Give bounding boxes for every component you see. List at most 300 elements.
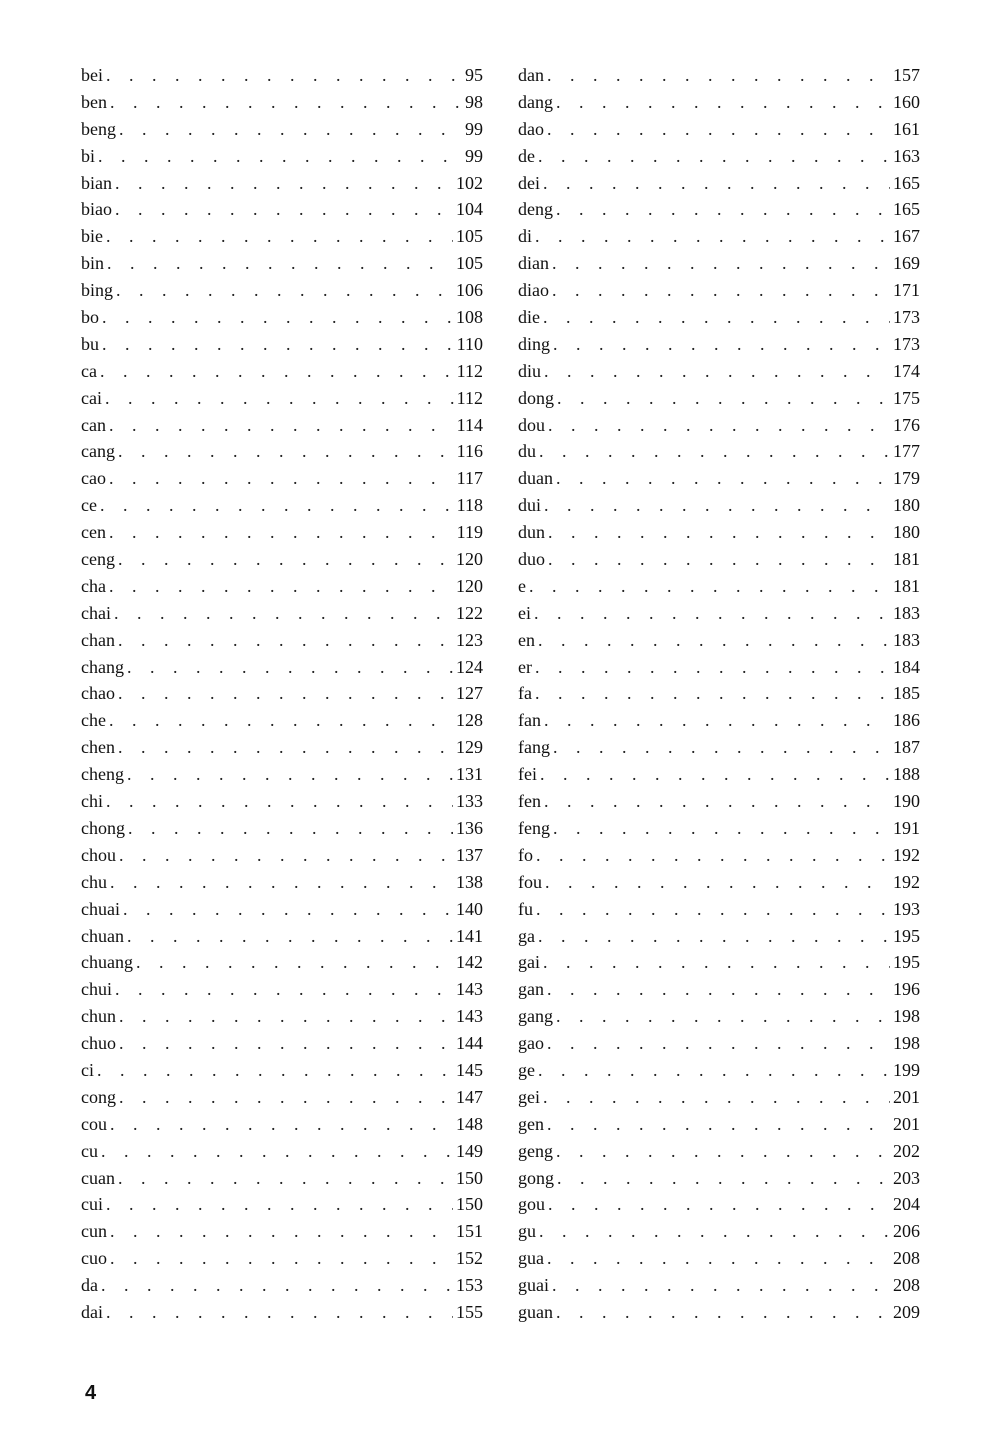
entry-page-number: 116 <box>456 441 483 462</box>
entry-syllable: dei <box>518 172 540 193</box>
entry-syllable: cha <box>81 575 106 596</box>
index-entry <box>518 116 920 143</box>
dot-leader <box>127 654 453 681</box>
entry-page-number: 98 <box>465 91 483 112</box>
index-entry <box>81 143 483 170</box>
index-entry <box>81 976 483 1003</box>
entry-syllable: ca <box>81 360 97 381</box>
dot-leader <box>118 627 453 654</box>
index-entry <box>81 1030 483 1057</box>
index-entry <box>518 573 920 600</box>
entry-page-number: 153 <box>456 1275 483 1296</box>
entry-syllable: diao <box>518 280 549 301</box>
index-entry <box>518 492 920 519</box>
dot-leader <box>556 465 890 492</box>
entry-page-number: 204 <box>893 1194 920 1215</box>
entry-syllable: che <box>81 710 106 731</box>
entry-page-number: 160 <box>893 91 920 112</box>
entry-syllable: cheng <box>81 764 124 785</box>
entry-page-number: 136 <box>456 817 483 838</box>
index-entry <box>81 170 483 197</box>
entry-syllable: cang <box>81 441 115 462</box>
dot-leader <box>109 707 453 734</box>
entry-syllable: die <box>518 307 540 328</box>
index-entry <box>518 1030 920 1057</box>
dot-leader <box>102 331 454 358</box>
entry-syllable: fo <box>518 844 533 865</box>
index-entry <box>518 170 920 197</box>
entry-page-number: 137 <box>456 844 483 865</box>
entry-syllable: chuai <box>81 898 120 919</box>
entry-page-number: 208 <box>893 1248 920 1269</box>
dot-leader <box>548 1191 890 1218</box>
entry-syllable: chuan <box>81 925 124 946</box>
index-entry <box>81 707 483 734</box>
entry-syllable: cao <box>81 468 106 489</box>
index-entry <box>81 223 483 250</box>
entry-syllable: deng <box>518 199 553 220</box>
index-entry <box>81 546 483 573</box>
dot-leader <box>119 1003 453 1030</box>
entry-page-number: 95 <box>465 65 483 85</box>
index-entry <box>518 654 920 681</box>
entry-syllable: dan <box>518 65 544 85</box>
dot-leader <box>552 277 890 304</box>
index-entry <box>518 788 920 815</box>
index-entry <box>81 734 483 761</box>
dot-leader <box>535 654 890 681</box>
index-entry <box>81 492 483 519</box>
dot-leader <box>110 89 462 116</box>
entry-page-number: 145 <box>456 1059 483 1080</box>
entry-page-number: 163 <box>893 145 920 166</box>
dot-leader <box>539 438 890 465</box>
dot-leader <box>547 1111 890 1138</box>
index-entry <box>518 385 920 412</box>
entry-page-number: 193 <box>893 898 920 919</box>
entry-syllable: fen <box>518 791 541 812</box>
entry-page-number: 183 <box>893 629 920 650</box>
entry-syllable: de <box>518 145 535 166</box>
dot-leader <box>553 815 890 842</box>
index-entry <box>81 412 483 439</box>
index-entry <box>81 815 483 842</box>
entry-syllable: dun <box>518 522 545 543</box>
dot-leader <box>548 412 890 439</box>
entry-page-number: 188 <box>893 764 920 785</box>
dot-leader <box>539 1218 890 1245</box>
entry-syllable: gan <box>518 979 544 1000</box>
entry-page-number: 102 <box>456 172 483 193</box>
dot-leader <box>544 358 890 385</box>
dot-leader <box>547 1030 890 1057</box>
entry-syllable: fou <box>518 871 542 892</box>
entry-syllable: du <box>518 441 536 462</box>
entry-page-number: 148 <box>456 1113 483 1134</box>
entry-syllable: chu <box>81 871 107 892</box>
entry-syllable: dao <box>518 118 544 139</box>
index-entry <box>81 519 483 546</box>
entry-page-number: 140 <box>456 898 483 919</box>
index-entry <box>81 869 483 896</box>
entry-page-number: 128 <box>456 710 483 731</box>
dot-leader <box>101 1138 453 1165</box>
index-entry <box>518 1272 920 1299</box>
index-entry <box>81 949 483 976</box>
entry-syllable: gang <box>518 1006 553 1027</box>
entry-page-number: 105 <box>456 226 483 247</box>
entry-syllable: dian <box>518 253 549 274</box>
dot-leader <box>106 1191 453 1218</box>
entry-page-number: 151 <box>456 1221 483 1242</box>
entry-page-number: 119 <box>456 522 483 543</box>
entry-syllable: gu <box>518 1221 536 1242</box>
entry-syllable: guai <box>518 1275 549 1296</box>
index-entry <box>81 1191 483 1218</box>
entry-syllable: chong <box>81 817 125 838</box>
index-entry <box>518 1299 920 1326</box>
entry-page-number: 202 <box>893 1140 920 1161</box>
entry-syllable: bei <box>81 65 103 85</box>
dot-leader <box>557 1165 890 1192</box>
dot-leader <box>118 734 453 761</box>
entry-page-number: 143 <box>456 1006 483 1027</box>
entry-syllable: bie <box>81 226 103 247</box>
dot-leader <box>544 788 890 815</box>
entry-page-number: 206 <box>893 1221 920 1242</box>
dot-leader <box>556 1138 890 1165</box>
entry-syllable: bin <box>81 253 105 274</box>
entry-page-number: 192 <box>893 844 920 865</box>
entry-page-number: 150 <box>456 1167 483 1188</box>
entry-syllable: bu <box>81 333 99 354</box>
entry-page-number: 108 <box>456 307 483 328</box>
entry-page-number: 198 <box>893 1033 920 1054</box>
index-entry <box>518 196 920 223</box>
index-entry <box>81 761 483 788</box>
index-entry <box>81 250 483 277</box>
entry-page-number: 143 <box>456 979 483 1000</box>
dot-leader <box>98 143 462 170</box>
index-entry <box>518 223 920 250</box>
dot-leader <box>114 600 453 627</box>
index-entry <box>518 89 920 116</box>
index-entry <box>81 358 483 385</box>
index-entry <box>81 89 483 116</box>
entry-page-number: 112 <box>456 387 483 408</box>
entry-page-number: 201 <box>893 1113 920 1134</box>
dot-leader <box>115 196 453 223</box>
index-entry <box>518 896 920 923</box>
dot-leader <box>110 869 453 896</box>
dot-leader <box>548 546 890 573</box>
entry-page-number: 129 <box>456 737 483 758</box>
index-entry <box>518 1138 920 1165</box>
entry-page-number: 149 <box>456 1140 483 1161</box>
index-entry <box>518 815 920 842</box>
entry-page-number: 150 <box>456 1194 483 1215</box>
dot-leader <box>547 116 890 143</box>
dot-leader <box>552 1272 890 1299</box>
entry-syllable: bo <box>81 307 99 328</box>
entry-syllable: cun <box>81 1221 107 1242</box>
index-entry <box>518 412 920 439</box>
entry-syllable: bi <box>81 145 96 166</box>
entry-syllable: chou <box>81 844 116 865</box>
index-entry <box>518 869 920 896</box>
entry-syllable: chui <box>81 979 112 1000</box>
dot-leader <box>557 385 890 412</box>
index-entry <box>81 1003 483 1030</box>
entry-page-number: 176 <box>893 414 920 435</box>
entry-syllable: dui <box>518 495 542 516</box>
index-entry <box>518 1111 920 1138</box>
entry-syllable: dai <box>81 1301 103 1322</box>
entry-page-number: 133 <box>456 791 483 812</box>
index-entry <box>81 62 483 89</box>
index-entry <box>81 1165 483 1192</box>
index-entry <box>81 1218 483 1245</box>
entry-page-number: 177 <box>893 441 920 462</box>
index-entry <box>81 1299 483 1326</box>
entry-syllable: chun <box>81 1006 116 1027</box>
index-entry <box>518 277 920 304</box>
dot-leader <box>136 949 453 976</box>
entry-syllable: bing <box>81 280 114 301</box>
entry-page-number: 147 <box>456 1086 483 1107</box>
index-entry <box>518 304 920 331</box>
dot-leader <box>106 62 462 89</box>
entry-syllable: chan <box>81 629 115 650</box>
index-entry <box>518 680 920 707</box>
page-number: 4 <box>85 1382 97 1404</box>
entry-page-number: 138 <box>456 871 483 892</box>
entry-page-number: 118 <box>456 495 483 516</box>
dot-leader <box>109 412 454 439</box>
dot-leader <box>107 250 453 277</box>
index-entry <box>518 600 920 627</box>
entry-page-number: 99 <box>465 145 483 166</box>
entry-page-number: 144 <box>456 1033 483 1054</box>
entry-syllable: gua <box>518 1248 544 1269</box>
dot-leader <box>547 1245 890 1272</box>
entry-syllable: duo <box>518 549 545 570</box>
dot-leader <box>127 761 453 788</box>
entry-syllable: fu <box>518 898 533 919</box>
dot-leader <box>535 680 890 707</box>
dot-leader <box>543 170 890 197</box>
entry-page-number: 120 <box>456 549 483 570</box>
index-entry <box>518 1245 920 1272</box>
index-entry <box>518 250 920 277</box>
dot-leader <box>109 573 453 600</box>
entry-syllable: gen <box>518 1113 544 1134</box>
dot-leader <box>545 869 890 896</box>
dot-leader <box>127 923 453 950</box>
entry-syllable: cou <box>81 1113 107 1134</box>
entry-page-number: 198 <box>893 1006 920 1027</box>
entry-syllable: gei <box>518 1086 540 1107</box>
index-entry <box>81 277 483 304</box>
dot-leader <box>538 627 890 654</box>
dot-leader <box>118 1165 453 1192</box>
entry-page-number: 181 <box>893 575 920 596</box>
dot-leader <box>110 1111 453 1138</box>
entry-syllable: fa <box>518 683 532 704</box>
entry-page-number: 171 <box>893 280 920 301</box>
dot-leader <box>556 1003 890 1030</box>
entry-syllable: ben <box>81 91 107 112</box>
dot-leader <box>106 788 453 815</box>
dot-leader <box>556 89 890 116</box>
entry-page-number: 123 <box>456 629 483 650</box>
entry-syllable: cong <box>81 1086 116 1107</box>
entry-page-number: 131 <box>456 764 483 785</box>
entry-page-number: 157 <box>893 65 920 85</box>
dot-leader <box>110 1245 453 1272</box>
entry-page-number: 195 <box>893 925 920 946</box>
entry-page-number: 167 <box>893 226 920 247</box>
entry-page-number: 165 <box>893 199 920 220</box>
dot-leader <box>543 1084 890 1111</box>
index-entry <box>518 331 920 358</box>
dot-leader <box>119 842 453 869</box>
entry-page-number: 191 <box>893 817 920 838</box>
dot-leader <box>552 250 890 277</box>
dot-leader <box>100 358 454 385</box>
entry-syllable: bian <box>81 172 112 193</box>
entry-page-number: 180 <box>893 495 920 516</box>
entry-page-number: 174 <box>893 360 920 381</box>
entry-page-number: 165 <box>893 172 920 193</box>
dot-leader <box>538 1057 890 1084</box>
index-entry <box>81 654 483 681</box>
index-entry <box>518 1165 920 1192</box>
index-column-right <box>518 62 920 1326</box>
dot-leader <box>553 734 890 761</box>
dot-leader <box>538 143 890 170</box>
entry-page-number: 179 <box>893 468 920 489</box>
entry-page-number: 203 <box>893 1167 920 1188</box>
index-entry <box>81 923 483 950</box>
entry-page-number: 199 <box>893 1059 920 1080</box>
entry-page-number: 106 <box>456 280 483 301</box>
entry-page-number: 173 <box>893 333 920 354</box>
index-entry <box>518 761 920 788</box>
index-entry <box>518 976 920 1003</box>
index-entry <box>81 788 483 815</box>
entry-syllable: ei <box>518 602 531 623</box>
index-entry <box>518 1218 920 1245</box>
index-entry <box>81 116 483 143</box>
index-entry <box>81 196 483 223</box>
entry-syllable: fei <box>518 764 537 785</box>
dot-leader <box>535 223 890 250</box>
entry-syllable: feng <box>518 817 550 838</box>
entry-syllable: diu <box>518 360 542 381</box>
dot-leader <box>543 949 890 976</box>
entry-page-number: 175 <box>893 387 920 408</box>
index-entry <box>518 923 920 950</box>
entry-syllable: dou <box>518 414 545 435</box>
entry-syllable: cen <box>81 522 106 543</box>
entry-page-number: 141 <box>456 925 483 946</box>
entry-syllable: cu <box>81 1140 98 1161</box>
entry-syllable: gai <box>518 952 540 973</box>
entry-syllable: gong <box>518 1167 554 1188</box>
dot-leader <box>529 573 890 600</box>
dot-leader <box>115 170 453 197</box>
entry-page-number: 195 <box>893 952 920 973</box>
dot-leader <box>540 761 890 788</box>
entry-page-number: 181 <box>893 549 920 570</box>
index-entry <box>81 385 483 412</box>
entry-syllable: ce <box>81 495 97 516</box>
index-entry <box>518 546 920 573</box>
dot-leader <box>118 546 453 573</box>
entry-page-number: 105 <box>456 253 483 274</box>
entry-syllable: dang <box>518 91 553 112</box>
entry-page-number: 187 <box>893 737 920 758</box>
index-entry <box>81 438 483 465</box>
entry-syllable: chen <box>81 737 115 758</box>
entry-syllable: chi <box>81 791 103 812</box>
index-entry <box>518 143 920 170</box>
index-entry <box>81 1138 483 1165</box>
entry-syllable: gou <box>518 1194 545 1215</box>
dot-leader <box>536 896 890 923</box>
dot-leader <box>115 976 453 1003</box>
index-entry <box>81 1245 483 1272</box>
index-entry <box>518 519 920 546</box>
entry-page-number: 104 <box>456 199 483 220</box>
dot-leader <box>109 465 454 492</box>
entry-page-number: 192 <box>893 871 920 892</box>
entry-syllable: chuo <box>81 1033 116 1054</box>
entry-syllable: fan <box>518 710 541 731</box>
index-entry <box>81 304 483 331</box>
entry-syllable: geng <box>518 1140 553 1161</box>
index-entry <box>518 1057 920 1084</box>
entry-page-number: 114 <box>456 414 483 435</box>
dot-leader <box>544 492 890 519</box>
index-entry <box>81 842 483 869</box>
entry-page-number: 124 <box>456 656 483 677</box>
index-entry <box>518 438 920 465</box>
index-entry <box>81 600 483 627</box>
entry-syllable: chao <box>81 683 115 704</box>
entry-page-number: 161 <box>893 118 920 139</box>
entry-page-number: 117 <box>456 468 483 489</box>
entry-syllable: e <box>518 575 526 596</box>
dot-leader <box>543 304 890 331</box>
entry-syllable: beng <box>81 118 116 139</box>
entry-page-number: 127 <box>456 683 483 704</box>
index-column-left <box>81 62 483 1326</box>
entry-page-number: 183 <box>893 602 920 623</box>
index-entry <box>518 1084 920 1111</box>
entry-syllable: ci <box>81 1059 94 1080</box>
entry-syllable: ge <box>518 1059 535 1080</box>
entry-page-number: 122 <box>456 602 483 623</box>
entry-page-number: 110 <box>456 333 483 354</box>
entry-syllable: er <box>518 656 532 677</box>
index-entry <box>518 465 920 492</box>
entry-syllable: cuo <box>81 1248 107 1269</box>
index-entry <box>81 1084 483 1111</box>
entry-page-number: 190 <box>893 791 920 812</box>
dot-leader <box>536 842 890 869</box>
